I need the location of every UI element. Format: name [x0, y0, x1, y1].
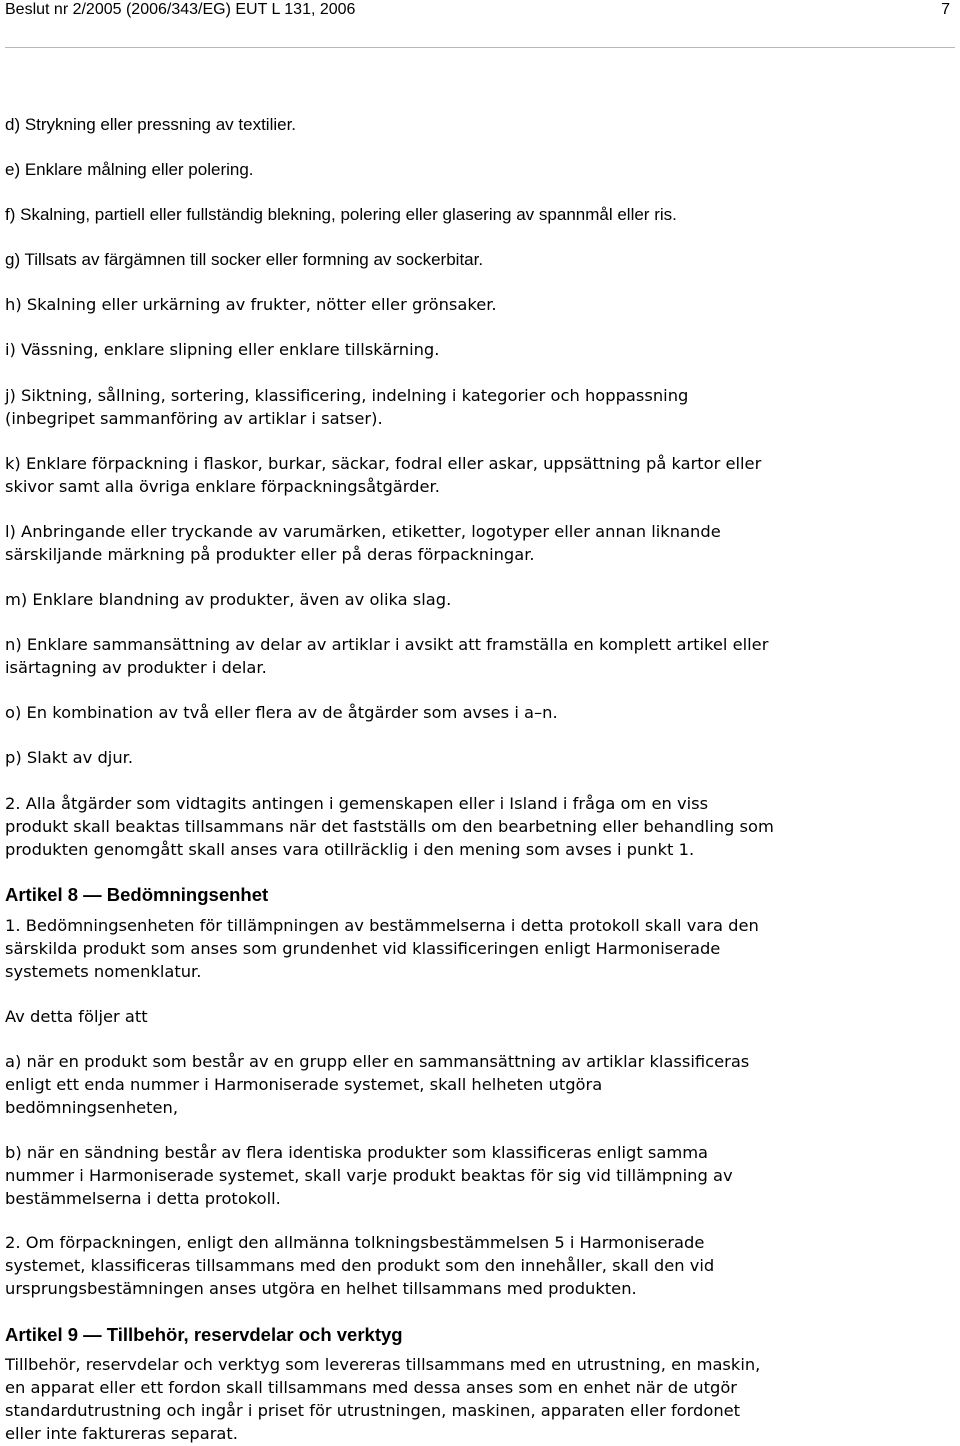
header-rule — [5, 47, 955, 48]
article-8-b-line: b) när en sändning består av flera identiska produkter som klassificeras enligt samma — [5, 1143, 709, 1162]
article-8-p2-line: systemet, klassificeras tillsammans med den produkt som den innehåller, skall den vid — [5, 1256, 715, 1275]
article-9-p1-line: Tillbehör, reservdelar och verktyg som levereras tillsammans med en utrustning, en maskin, — [5, 1355, 761, 1374]
item-e: e) Enklare målning eller polering. — [5, 160, 254, 179]
item-k-line: skivor samt alla övriga enklare förpackningsåtgärder. — [5, 477, 440, 496]
item-p: p) Slakt av djur. — [5, 748, 134, 767]
item-j — [5, 384, 688, 430]
article-9-paragraph-1 — [5, 1353, 760, 1445]
article-8-paragraph-2 — [5, 1231, 714, 1300]
item-i: i) Vässning, enklare slipning eller enklare tillskärning. — [5, 340, 440, 359]
article-9-heading: Artikel 9 — Tillbehör, reservdelar och verktyg — [5, 1324, 403, 1345]
page-number: 7 — [941, 1, 950, 18]
article-8-item-a — [5, 1050, 749, 1119]
page-header — [5, 1, 950, 23]
article-8-p2-line: 2. Om förpackningen, enligt den allmänna tolkningsbestämmelsen 5 i Harmoniserade — [5, 1233, 705, 1252]
article-9-p1-line: standardutrustning och ingår i priset för utrustningen, maskinen, apparaten eller fordonet — [5, 1401, 741, 1420]
item-l — [5, 520, 721, 566]
point-2-line: produkten genomgått skall anses vara otillräcklig i den mening som avses i punkt 1. — [5, 840, 695, 859]
article-8-a-line: enligt ett enda nummer i Harmoniserade systemet, skall helheten utgöra — [5, 1075, 603, 1094]
point-2-line: 2. Alla åtgärder som vidtagits antingen i gemenskapen eller i Island i fråga om en viss — [5, 794, 709, 813]
item-n-line: n) Enklare sammansättning av delar av artiklar i avsikt att framställa en komplett artikel eller — [5, 635, 769, 654]
article-8-a-line: a) när en produkt som består av en grupp eller en sammansättning av artiklar klassificeras — [5, 1052, 750, 1071]
article-8-b-line: nummer i Harmoniserade systemet, skall varje produkt beaktas för sig vid tillämpning av — [5, 1166, 733, 1185]
article-8-intro: Av detta följer att — [5, 1007, 148, 1026]
article-8-a-line: bedömningsenheten, — [5, 1098, 179, 1117]
item-n-line: isärtagning av produkter i delar. — [5, 658, 267, 677]
article-9-p1-line: en apparat eller ett fordon skall tillsammans med dessa anses som en enhet när de utgör — [5, 1378, 737, 1397]
item-j-line: j) Siktning, sållning, sortering, klassificering, indelning i kategorier och hoppassning — [5, 386, 689, 405]
article-8-b-line: bestämmelserna i detta protokoll. — [5, 1189, 281, 1208]
item-d: d) Strykning eller pressning av textilier. — [5, 115, 297, 134]
article-8-item-b — [5, 1141, 733, 1210]
item-n — [5, 633, 768, 679]
point-2 — [5, 792, 774, 861]
article-8-p1-line: 1. Bedömningsenheten för tillämpningen av bestämmelserna i detta protokoll skall vara den — [5, 916, 759, 935]
item-f: f) Skalning, partiell eller fullständig blekning, polering eller glasering av spannmål eller ris. — [5, 205, 677, 224]
item-m: m) Enklare blandning av produkter, även av olika slag. — [5, 590, 452, 609]
article-8-p2-line: ursprungsbestämningen anses utgöra en helhet tillsammans med produkten. — [5, 1279, 637, 1298]
item-l-line: särskiljande märkning på produkter eller på deras förpackningar. — [5, 545, 535, 564]
item-l-line: l) Anbringande eller tryckande av varumärken, etiketter, logotyper eller annan liknande — [5, 522, 721, 541]
item-k-line: k) Enklare förpackning i flaskor, burkar, säckar, fodral eller askar, uppsättning på kartor eller — [5, 454, 762, 473]
article-8-paragraph-1 — [5, 914, 759, 983]
item-j-line: (inbegripet sammanföring av artiklar i satser). — [5, 409, 383, 428]
article-8-heading: Artikel 8 — Bedömningsenhet — [5, 884, 269, 905]
item-k — [5, 452, 761, 498]
point-2-line: produkt skall beaktas tillsammans när det fastställs om den bearbetning eller behandling som — [5, 817, 774, 836]
item-g: g) Tillsats av färgämnen till socker eller formning av sockerbitar. — [5, 250, 484, 269]
item-o: o) En kombination av två eller flera av de åtgärder som avses i a–n. — [5, 703, 558, 722]
article-9-p1-line: eller inte faktureras separat. — [5, 1424, 238, 1443]
document-reference: Beslut nr 2/2005 (2006/343/EG) EUT L 131, 2006 — [5, 1, 356, 18]
article-8-p1-line: systemets nomenklatur. — [5, 962, 202, 981]
article-8-p1-line: särskilda produkt som anses som grundenhet vid klassificeringen enligt Harmoniserade — [5, 939, 721, 958]
item-h: h) Skalning eller urkärning av frukter, nötter eller grönsaker. — [5, 295, 497, 314]
